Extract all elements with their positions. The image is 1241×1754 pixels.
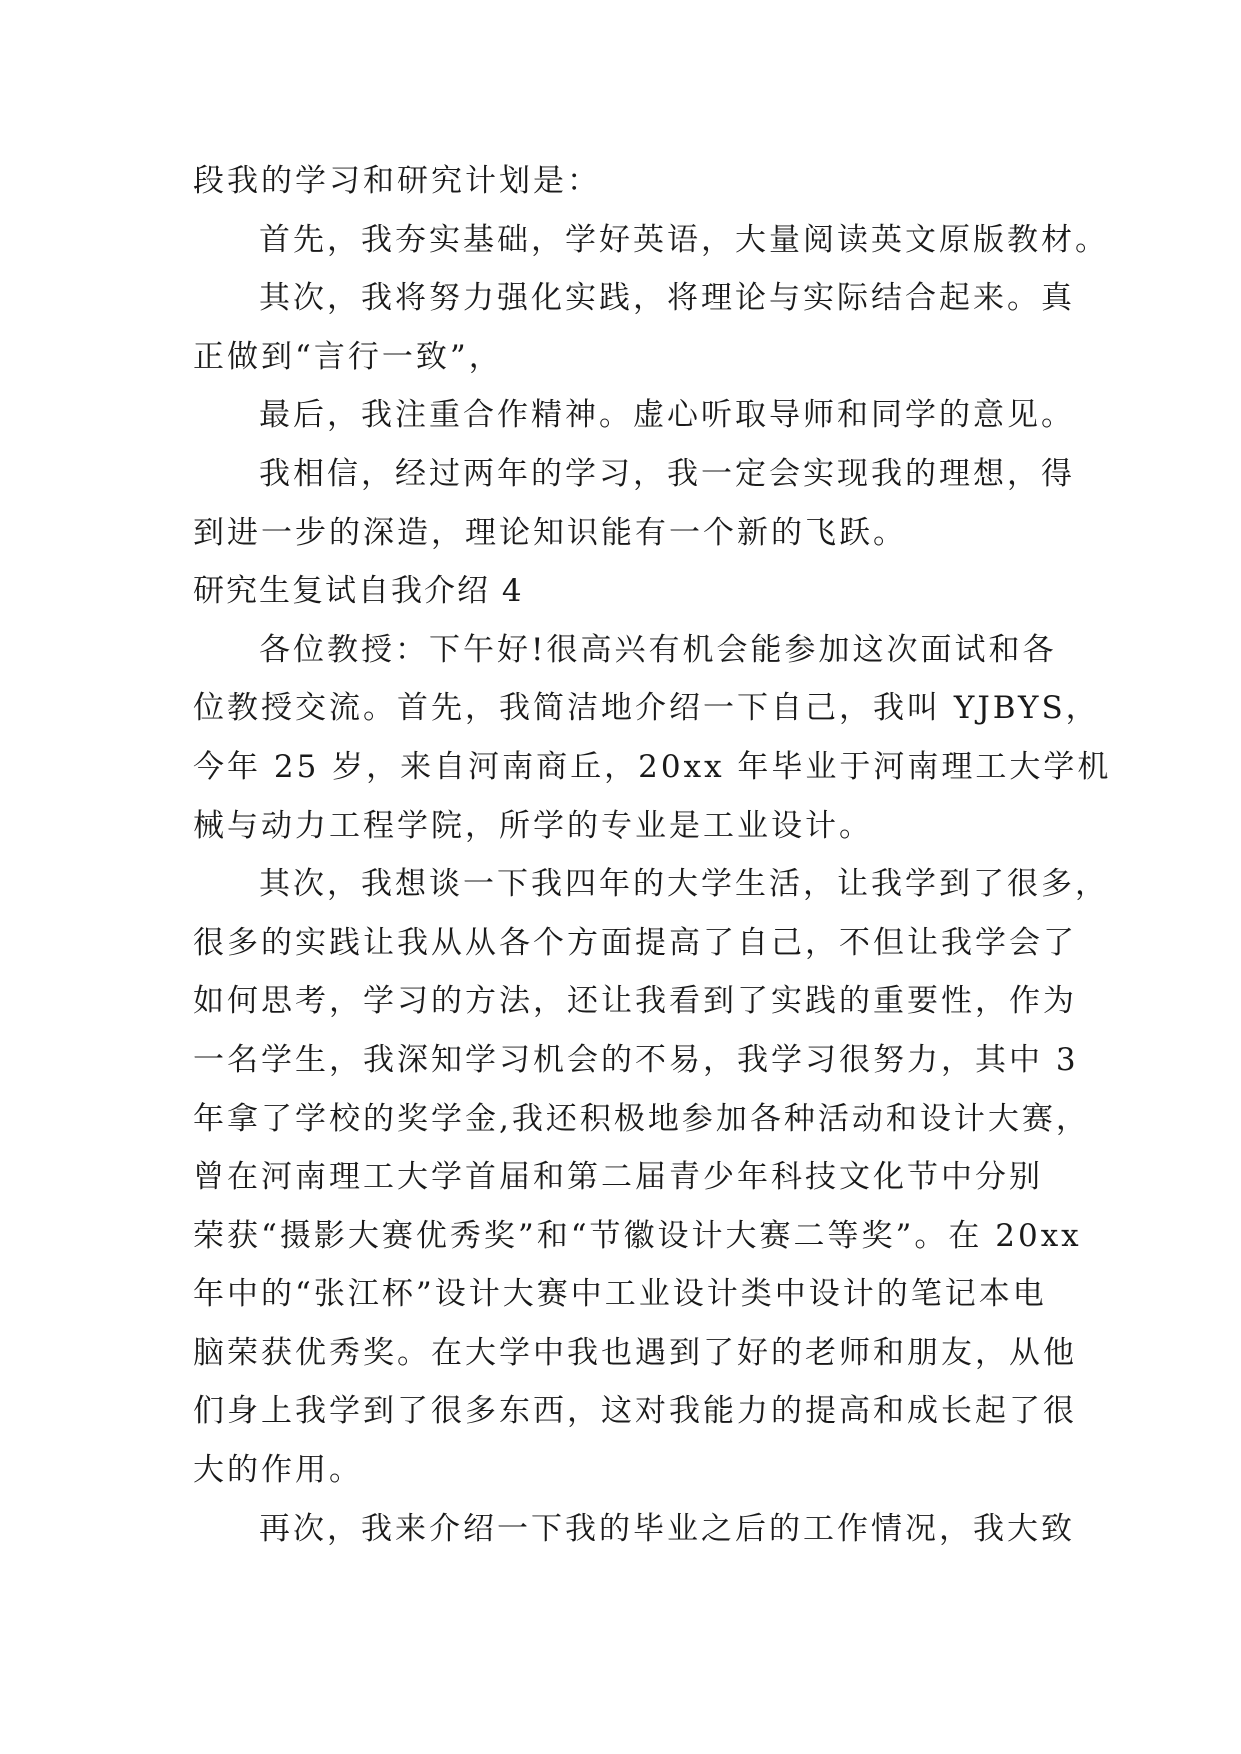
paragraph-line: 到进一步的深造，理论知识能有一个新的飞跃。 (193, 514, 907, 551)
paragraph-line: 年中的“张江杯”设计大赛中工业设计类中设计的笔记本电 (193, 1276, 1047, 1313)
paragraph-line: 年拿了学校的奖学金,我还积极地参加各种活动和设计大赛， (193, 1100, 1090, 1137)
paragraph-line: 今年 25 岁，来自河南商丘，20xx 年毕业于河南理工大学机 (193, 748, 1112, 785)
paragraph-line: 再次，我来介绍一下我的毕业之后的工作情况，我大致 (259, 1510, 1075, 1547)
paragraph-line: 我相信，经过两年的学习，我一定会实现我的理想，得 (259, 455, 1075, 492)
paragraph-line: 位教授交流。首先，我简洁地介绍一下自己，我叫 YJBYS， (193, 690, 1100, 727)
paragraph-line: 一名学生，我深知学习机会的不易，我学习很努力，其中 3 (193, 1041, 1079, 1078)
paragraph-line: 曾在河南理工大学首届和第二届青少年科技文化节中分别 (193, 1159, 1043, 1196)
paragraph-line: 段我的学习和研究计划是： (193, 163, 601, 199)
paragraph-line: 脑荣获优秀奖。在大学中我也遇到了好的老师和朋友，从他 (193, 1334, 1077, 1371)
paragraph-line: 很多的实践让我从从各个方面提高了自己，不但让我学会了 (193, 924, 1077, 961)
section-heading: 研究生复试自我介绍 4 (193, 573, 524, 610)
paragraph-line: 其次，我将努力强化实践，将理论与实际结合起来。真 (259, 280, 1075, 317)
paragraph-line: 其次，我想谈一下我四年的大学生活，让我学到了很多， (259, 866, 1109, 903)
paragraph-line: 最后，我注重合作精神。虚心听取导师和同学的意见。 (259, 397, 1075, 434)
paragraph-line: 正做到“言行一致”， (193, 338, 503, 375)
paragraph-line: 们身上我学到了很多东西，这对我能力的提高和成长起了很 (193, 1393, 1077, 1430)
paragraph-line: 械与动力工程学院，所学的专业是工业设计。 (193, 807, 873, 844)
paragraph-line: 各位教授：下午好!很高兴有机会能参加这次面试和各 (259, 631, 1057, 668)
paragraph-line: 大的作用。 (193, 1452, 363, 1489)
document-body (193, 152, 1112, 1558)
paragraph-line: 如何思考，学习的方法，还让我看到了实践的重要性，作为 (193, 983, 1077, 1020)
paragraph-line: 首先，我夯实基础，学好英语，大量阅读英文原版教材。 (259, 221, 1109, 258)
paragraph-line: 荣获“摄影大赛优秀奖”和“节徽设计大赛二等奖”。在 20xx (193, 1217, 1082, 1254)
